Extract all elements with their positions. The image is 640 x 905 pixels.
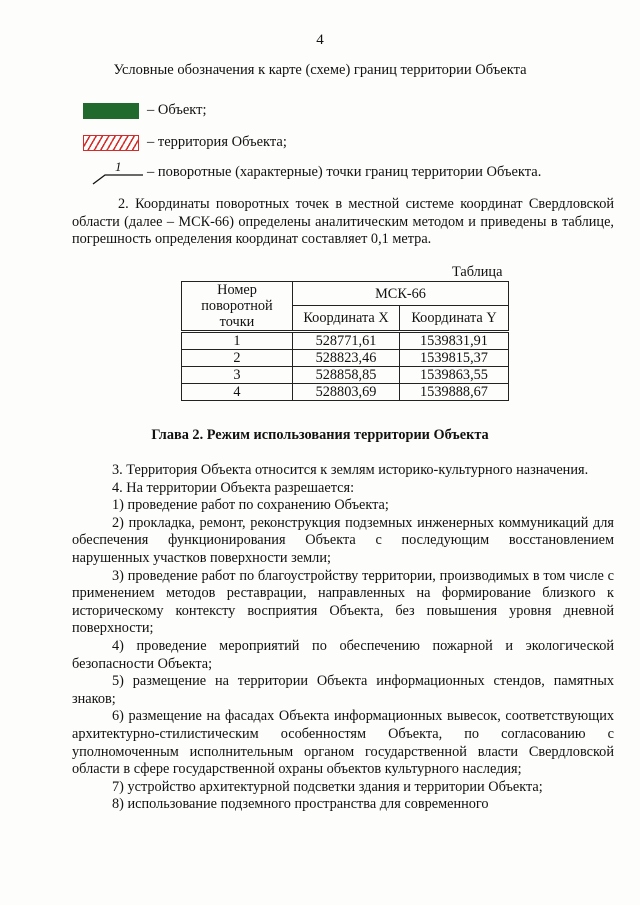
chapter-title: Глава 2. Режим использования территории Объекта bbox=[151, 427, 489, 443]
table-caption: Таблица bbox=[452, 264, 503, 280]
turning-point-icon bbox=[83, 158, 145, 186]
list-item: 5) размещение на территории Объекта информационных стендов, памятных знаков; bbox=[72, 673, 614, 707]
header-y: Координата Y bbox=[400, 306, 509, 332]
list-item: 1) проведение работ по сохранению Объекта; bbox=[112, 497, 389, 514]
coordinates-paragraph bbox=[72, 196, 614, 249]
legend-item-label: – Объект; bbox=[147, 102, 207, 118]
coord-y: 1539863,55 bbox=[400, 367, 509, 384]
legend-item-object bbox=[83, 102, 207, 119]
list-item: 4) проведение мероприятий по обеспечению пожарной и экологической безопасности Объекта; bbox=[72, 637, 614, 672]
coordinates-paragraph-text: 2. Координаты поворотных точек в местной системе координат Свердловской области (далее – МСК-66) определены аналитическим методом и приведены в таблице, погрешность определения координат составляет 0,1 метра. bbox=[72, 196, 614, 248]
point-number: 4 bbox=[182, 384, 293, 401]
coord-x: 528803,69 bbox=[293, 384, 400, 401]
legend-item-label: – поворотные (характерные) точки границ территории Объекта. bbox=[147, 163, 542, 180]
point-number: 2 bbox=[182, 350, 293, 367]
coord-y: 1539888,67 bbox=[400, 384, 509, 401]
legend-item-territory bbox=[83, 134, 287, 151]
table-row bbox=[182, 384, 509, 401]
legend-item-turning-points bbox=[83, 158, 541, 186]
legend-item-label: – территория Объекта; bbox=[147, 134, 287, 150]
point-number: 1 bbox=[182, 332, 293, 350]
list-item: 7) устройство архитектурной подсветки здания и территории Объекта; bbox=[112, 778, 543, 795]
header-coordinate-system: МСК-66 bbox=[293, 282, 509, 306]
table-row bbox=[182, 367, 509, 384]
table-row bbox=[182, 350, 509, 367]
coord-x: 528823,46 bbox=[293, 350, 400, 367]
coord-y: 1539831,91 bbox=[400, 332, 509, 350]
list-item: 3) проведение работ по благоустройству территории, производимых в том числе с применением методов реставрации, направленных на формирование близкого к историческому контексту восприятия Объекта, без повышения уровня дневной поверхности; bbox=[72, 567, 614, 637]
point-number: 3 bbox=[182, 367, 293, 384]
list-item: 8) использование подземного пространства для современного bbox=[112, 796, 489, 813]
object-fill-icon bbox=[83, 103, 139, 119]
clause-3: 3. Территория Объекта относится к землям историко-культурного назначения. bbox=[112, 462, 589, 478]
coord-x: 528771,61 bbox=[293, 332, 400, 350]
header-point-number: Номер поворотной точки bbox=[182, 282, 293, 332]
turning-point-number: 1 bbox=[115, 159, 122, 174]
list-item: 6) размещение на фасадах Объекта информационных вывесок, соответствующих архитектурно-стилистическим особенностям Объекта, по согласованию с уполномоченным исполнительным органом государственной власти Свердловской области в сфере государственной охраны объектов культурного наследия; bbox=[72, 708, 614, 778]
territory-hatch-icon bbox=[83, 135, 139, 151]
coord-y: 1539815,37 bbox=[400, 350, 509, 367]
coord-x: 528858,85 bbox=[293, 367, 400, 384]
list-item: 2) прокладка, ремонт, реконструкция подземных инженерных коммуникаций для обеспечения функционирования Объекта с последующим восстановлением нарушенных участков поверхности земли; bbox=[72, 514, 614, 566]
page-number: 4 bbox=[316, 32, 324, 48]
coordinates-table bbox=[181, 281, 509, 401]
header-x: Координата X bbox=[293, 306, 400, 332]
table-row bbox=[182, 332, 509, 350]
legend-title: Условные обозначения к карте (схеме) границ территории Объекта bbox=[113, 62, 527, 78]
regulations-text bbox=[72, 462, 614, 814]
clause-4: 4. На территории Объекта разрешается: bbox=[112, 479, 355, 496]
